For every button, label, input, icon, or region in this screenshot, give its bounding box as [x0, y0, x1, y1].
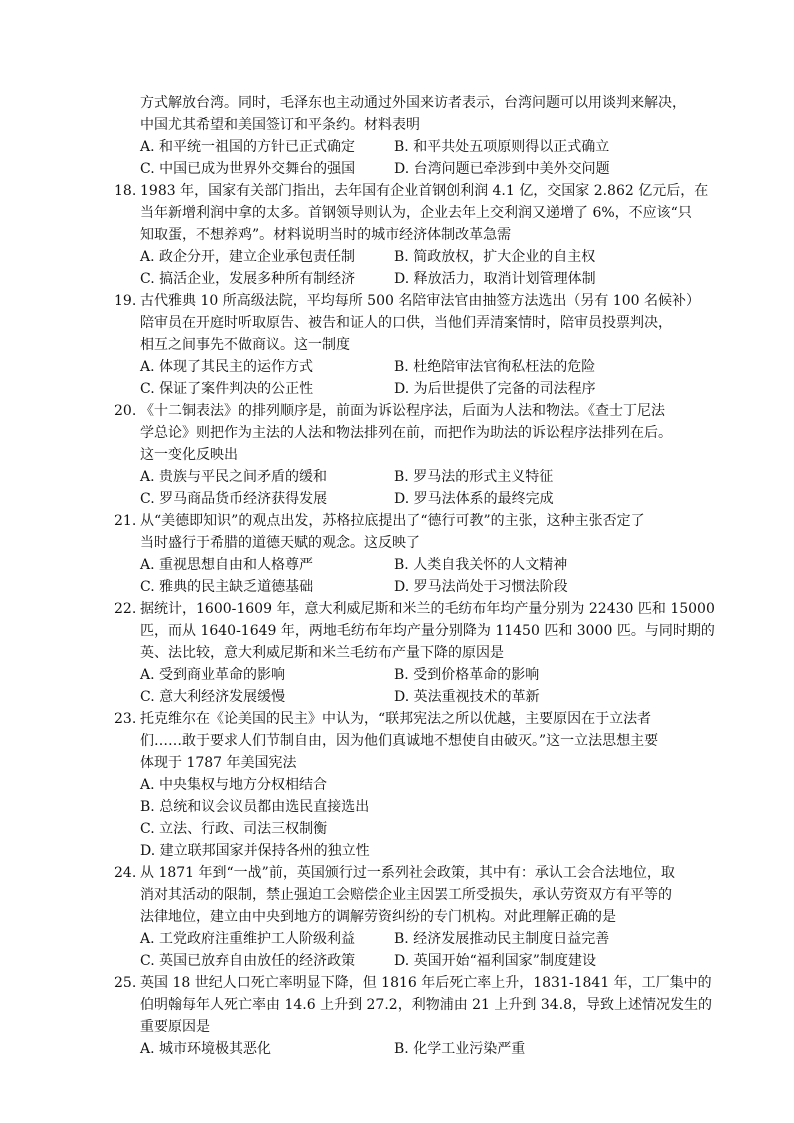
- q19-line-2: 陪审员在开庭时听取原告、被告和证人的口供，当他们弄清案情时，陪审员投票判决，: [140, 315, 672, 331]
- q23-option-a: A. 中央集权与地方分权相结合: [140, 777, 328, 793]
- q24-option-a: A. 工党政府注重维护工人阶级利益: [140, 931, 356, 947]
- q24-option-c: C. 英国已放弃自由放任的经济政策: [140, 953, 356, 969]
- q18-option-c: C. 搞活企业，发展多种所有制经济: [140, 271, 356, 287]
- q20-option-a: A. 贵族与平民之间矛盾的缓和: [140, 469, 328, 485]
- q23-number: 23.: [114, 711, 137, 727]
- q25-line-3: 重要原因是: [140, 1019, 210, 1035]
- q18-option-d: D. 释放活力，取消计划管理体制: [394, 271, 596, 287]
- q17-line-1: 方式解放台湾。同时，毛泽东也主动通过外国来访者表示，台湾问题可以用谈判来解决，: [140, 95, 686, 111]
- q23-line-1: 托克维尔在《论美国的民主》中认为，“联邦宪法之所以优越，主要原因在于立法者: [140, 711, 652, 727]
- q18-number: 18.: [114, 183, 137, 199]
- q23-line-2: 们……敢于要求人们节制自由，因为他们真诚地不想使自由破灭。”这一立法思想主要: [140, 733, 659, 749]
- q19-line-1: 古代雅典 10 所高级法院，平均每所 500 名陪审法官由抽签方法选出（另有 100 名候补）: [140, 293, 700, 309]
- q22-option-a: A. 受到商业革命的影响: [140, 667, 286, 683]
- q25-line-2: 伯明翰每年人死亡率由 14.6 上升到 27.2，利物浦由 21 上升到 34.8，导致上述情况发生的: [140, 997, 713, 1013]
- q25-number: 25.: [114, 975, 137, 991]
- q20-number: 20.: [114, 403, 137, 419]
- q24-option-b: B. 经济发展推动民主制度日益完善: [394, 931, 610, 947]
- q19-number: 19.: [114, 293, 137, 309]
- q18-line-1: 1983 年，国家有关部门指出，去年国有企业首钢创利润 4.1 亿，交国家 2.862 亿元后，在: [140, 183, 709, 199]
- q21-option-d: D. 罗马法尚处于习惯法阶段: [394, 579, 568, 595]
- q24-line-2: 消对其活动的限制，禁止强迫工会赔偿企业主因罢工所受损失，承认劳资双方有平等的: [140, 887, 672, 903]
- q21-option-b: B. 人类自我关怀的人文精神: [394, 557, 568, 573]
- q25-line-1: 英国 18 世纪人口死亡率明显下降，但 1816 年后死亡率上升，1831-1841 年，工厂集中的: [140, 975, 712, 991]
- q17-option-d: D. 台湾问题已牵涉到中美外交问题: [394, 161, 610, 177]
- q18-line-3: 知取蛋，不想养鸡”。材料说明当时的城市经济体制改革急需: [140, 227, 512, 243]
- q19-line-3: 相互之间事先不做商议。这一制度: [140, 337, 350, 353]
- q25-option-a: A. 城市环境极其恶化: [140, 1041, 272, 1057]
- q21-option-a: A. 重视思想自由和人格尊严: [140, 557, 314, 573]
- q24-option-d: D. 英国开始“福利国家”制度建设: [394, 953, 596, 969]
- q21-line-1: 从“美德即知识”的观点出发，苏格拉底提出了“德行可教”的主张，这种主张否定了: [140, 513, 645, 529]
- q20-line-3: 这一变化反映出: [140, 447, 238, 463]
- q17-option-a: A. 和平统一祖国的方针已正式确定: [140, 139, 356, 155]
- q20-option-d: D. 罗马法体系的最终完成: [394, 491, 554, 507]
- q21-line-2: 当时盛行于希腊的道德天赋的观念。这反映了: [140, 535, 420, 551]
- q22-line-1: 据统计，1600-1609 年，意大利威尼斯和米兰的毛纺布年均产量分别为 22430 匹和 15000: [140, 601, 715, 617]
- q17-line-2: 中国尤其希望和美国签订和平条约。材料表明: [140, 117, 420, 133]
- q24-number: 24.: [114, 865, 137, 881]
- q22-line-3: 英、法比较，意大利威尼斯和米兰毛纺布产量下降的原因是: [140, 645, 504, 661]
- q21-number: 21.: [114, 513, 137, 529]
- q22-number: 22.: [114, 601, 137, 617]
- q19-option-b: B. 杜绝陪审法官徇私枉法的危险: [394, 359, 596, 375]
- q23-line-3: 体现于 1787 年美国宪法: [140, 755, 297, 771]
- q23-option-c: C. 立法、行政、司法三权制衡: [140, 821, 328, 837]
- q23-option-b: B. 总统和议会议员都由选民直接选出: [140, 799, 370, 815]
- q20-line-2: 学总论》则把作为主法的人法和物法排列在前，而把作为助法的诉讼程序法排列在后。: [140, 425, 672, 441]
- q22-option-d: D. 英法重视技术的革新: [394, 689, 540, 705]
- q19-option-a: A. 体现了其民主的运作方式: [140, 359, 314, 375]
- q25-option-b: B. 化学工业污染严重: [394, 1041, 526, 1057]
- q22-line-2: 匹，而从 1640-1649 年，两地毛纺布年均产量分别降为 11450 匹和 3000 匹。与同时期的: [140, 623, 715, 639]
- q18-option-b: B. 简政放权，扩大企业的自主权: [394, 249, 596, 265]
- q24-line-3: 法律地位，建立由中央到地方的调解劳资纠纷的专门机构。对此理解正确的是: [140, 909, 616, 925]
- q18-line-2: 当年新增利润中拿的太多。首钢领导则认为，企业去年上交利润又递增了 6%，不应该“只: [140, 205, 692, 221]
- q19-option-c: C. 保证了案件判决的公正性: [140, 381, 314, 397]
- q24-line-1: 从 1871 年到“一战”前，英国颁行过一系列社会政策，其中有：承认工会合法地位，取: [140, 865, 675, 881]
- q19-option-d: D. 为后世提供了完备的司法程序: [394, 381, 596, 397]
- q17-option-b: B. 和平共处五项原则得以正式确立: [394, 139, 610, 155]
- q21-option-c: C. 雅典的民主缺乏道德基础: [140, 579, 314, 595]
- q20-option-c: C. 罗马商品货币经济获得发展: [140, 491, 328, 507]
- q17-option-c: C. 中国已成为世界外交舞台的强国: [140, 161, 356, 177]
- q18-option-a: A. 政企分开，建立企业承包责任制: [140, 249, 356, 265]
- q20-option-b: B. 罗马法的形式主义特征: [394, 469, 554, 485]
- q22-option-c: C. 意大利经济发展缓慢: [140, 689, 286, 705]
- q22-option-b: B. 受到价格革命的影响: [394, 667, 540, 683]
- q23-option-d: D. 建立联邦国家并保持各州的独立性: [140, 843, 370, 859]
- q20-line-1: 《十二铜表法》的排列顺序是，前面为诉讼程序法，后面为人法和物法。《查士丁尼法: [140, 403, 665, 419]
